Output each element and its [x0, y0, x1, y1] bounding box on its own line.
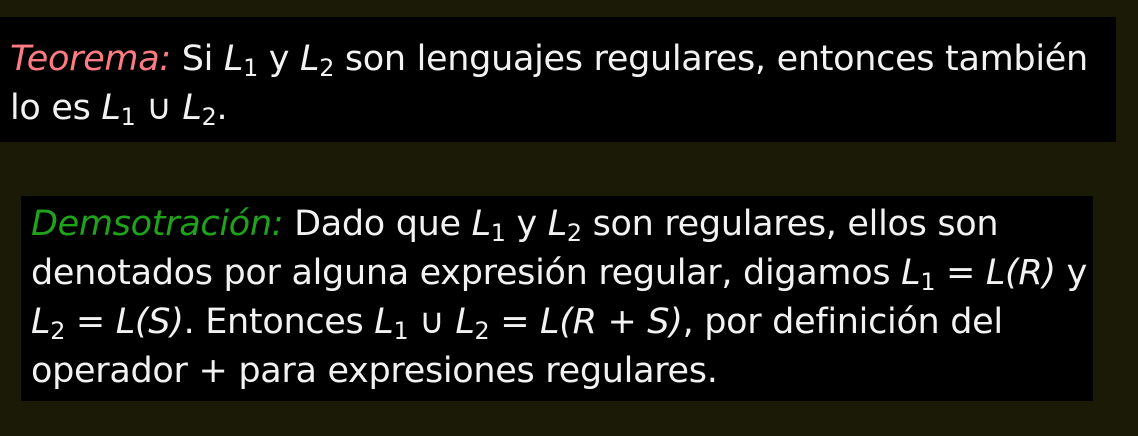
proof-line-2 — [31, 249, 1093, 298]
theorem-label: Teorema: — [10, 39, 171, 79]
proof-text: , por definición del — [682, 302, 1003, 342]
proof-line-3 — [31, 298, 1093, 347]
proof-text: Dado que — [294, 204, 461, 244]
theorem-text: Si — [181, 39, 214, 79]
math-expression: L(S) — [115, 302, 184, 342]
theorem-text: y — [268, 39, 290, 79]
math-symbol: $L_1$ — [223, 39, 258, 82]
theorem-line-2 — [10, 84, 1116, 133]
math-expression: L(R) — [985, 253, 1056, 293]
math-symbol: $L_1$ — [101, 88, 136, 131]
equals-operator: = — [945, 253, 976, 293]
proof-text: operador — [31, 351, 188, 391]
equals-operator: = — [75, 302, 105, 342]
math-symbol: $L_1$ — [374, 302, 409, 345]
proof-text: para expresiones regulares. — [238, 351, 718, 391]
union-operator: ∪ — [146, 88, 172, 128]
math-symbol: $L_2$ — [547, 204, 582, 247]
math-symbol: $L_1$ — [471, 204, 506, 247]
union-operator: ∪ — [419, 302, 445, 342]
theorem-text: . — [216, 88, 228, 128]
theorem-block — [0, 17, 1116, 142]
proof-text: y — [1066, 253, 1088, 293]
math-symbol: $L_2$ — [299, 39, 335, 82]
proof-line-4 — [31, 347, 1093, 396]
theorem-text: son lenguajes regulares, entonces también — [344, 39, 1088, 79]
math-symbol: $L_1$ — [901, 253, 936, 296]
math-symbol: $L_2$ — [182, 88, 217, 131]
proof-line-1 — [31, 200, 1093, 249]
equals-operator: = — [500, 302, 530, 342]
math-expression: L(R + S) — [540, 302, 683, 342]
proof-block — [21, 196, 1093, 401]
proof-label: Demsotración: — [31, 204, 284, 244]
proof-text: y — [516, 204, 537, 244]
math-symbol: $L_2$ — [455, 302, 490, 345]
proof-text: . Entonces — [183, 302, 364, 342]
math-symbol: $L_2$ — [31, 302, 66, 345]
theorem-line-1 — [10, 35, 1116, 84]
theorem-text: lo es — [10, 88, 91, 128]
proof-text: son regulares, ellos son — [592, 204, 999, 244]
plus-operator: + — [198, 351, 228, 391]
proof-text: denotados por alguna expresión regular, digamos — [31, 253, 891, 293]
